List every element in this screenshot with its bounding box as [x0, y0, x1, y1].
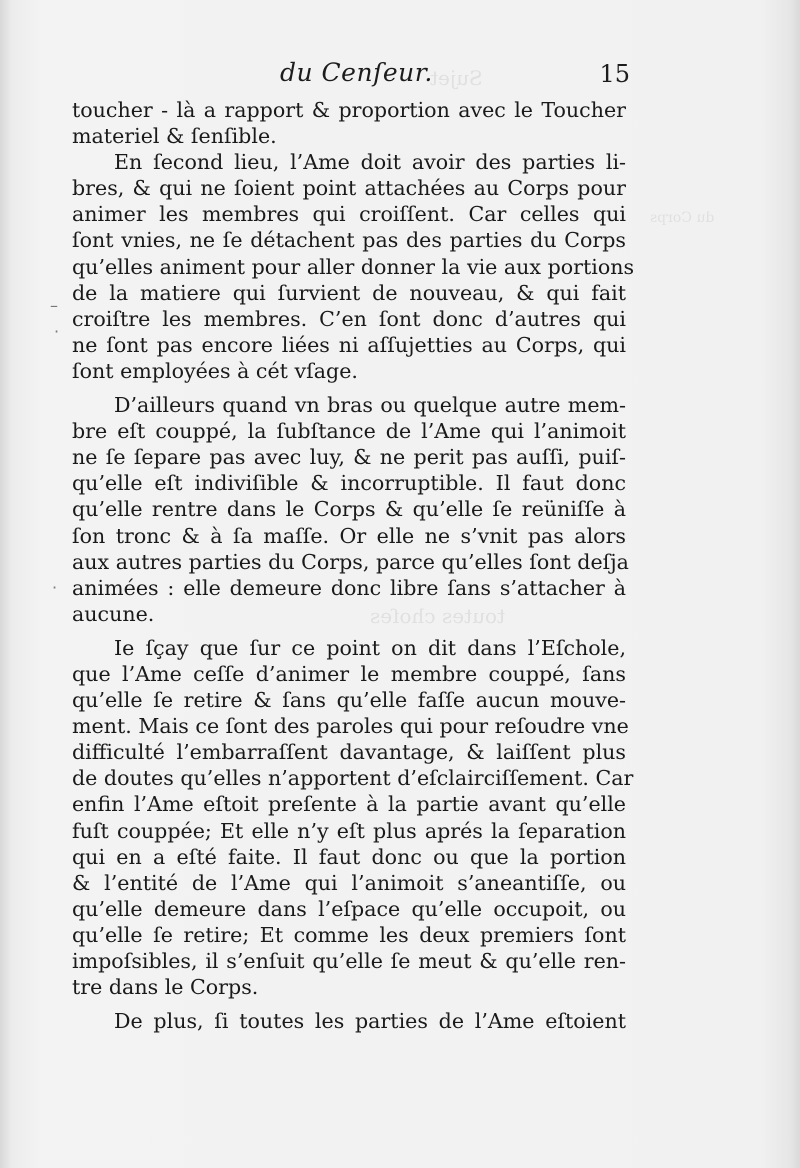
text-line: & l’entité de l’Ame qui l’animoit s’aneantiſſe, ou	[72, 870, 626, 895]
text-line: Ie ſçay que ſur ce point on dit dans l’Eſchole,	[114, 635, 626, 660]
text-line: qu’elle ſe retire; Et comme les deux premiers ſont	[72, 922, 626, 947]
text-line: tre dans le Corps.	[72, 975, 259, 1000]
text-line: ſont employées à cét vſage.	[72, 358, 358, 383]
text-line: ment. Mais ce ſont des paroles qui pour reſoudre vne	[72, 714, 629, 739]
show-through-ghost: toutes choſes	[370, 604, 506, 628]
text-line: animées : elle demeure donc libre ſans s’attacher à	[72, 575, 626, 600]
running-head: du Cenſeur.	[280, 58, 433, 87]
text-line: que l’Ame ceſſe d’animer le membre couppé, ſans	[72, 661, 626, 686]
margin-mark: ·	[52, 578, 58, 597]
text-line: de la matiere qui ſurvient de nouveau, & qui fait	[72, 280, 626, 305]
text-line: qui en a eſté faite. Il faut donc ou que la portion	[72, 844, 626, 869]
text-line: qu’elle rentre dans le Corps & qu’elle ſe reüniſſe à	[72, 497, 626, 522]
margin-mark: ·	[54, 322, 60, 341]
text-line: aux autres parties du Corps, parce qu’elles ſont deſja	[72, 549, 629, 574]
text-line: materiel & ſenſible.	[72, 124, 277, 149]
text-line: De plus, ſi toutes les parties de l’Ame eſtoient	[114, 1009, 626, 1034]
page-number: 15	[599, 60, 630, 88]
text-line: D’ailleurs quand vn bras ou quelque autre mem-	[114, 393, 626, 418]
text-line: de doutes qu’elles n’apportent d’eſclairciſſement. Car	[72, 766, 634, 791]
text-line: bres, & qui ne ſoient point attachées au Corps pour	[72, 176, 626, 201]
body-text	[72, 97, 635, 1034]
text-line: ne ſont pas encore liées ni aſſujetties au Corps, qui	[72, 332, 626, 357]
show-through-ghost: du Corps	[650, 210, 715, 226]
text-line: croiſtre les membres. C’en ſont donc d’autres qui	[72, 306, 626, 331]
page-header	[270, 58, 630, 98]
text-line: qu’elles animent pour aller donner la vie aux portions	[72, 254, 635, 279]
text-line: animer les membres qui croiſſent. Car celles qui	[72, 202, 626, 227]
text-line: ſont vnies, ne ſe détachent pas des parties du Corps	[72, 228, 626, 253]
text-line: qu’elle demeure dans l’eſpace qu’elle occupoit, ou	[72, 896, 626, 921]
text-line: fuſt couppée; Et elle n’y eſt plus aprés la ſeparation	[72, 818, 626, 843]
text-line: bre eſt couppé, la ſubſtance de l’Ame qui l’animoit	[72, 419, 626, 444]
text-line: toucher - là a rapport & proportion avec le Toucher	[72, 98, 626, 122]
text-line: ſon tronc & à ſa maſſe. Or elle ne s’vnit pas alors	[72, 523, 626, 548]
text-line: difficulté l’embarraſſent davantage, & laiſſent plus	[72, 740, 626, 765]
text-line: En ſecond lieu, l’Ame doit avoir des parties li-	[114, 150, 626, 175]
margin-mark: –	[50, 296, 58, 315]
show-through-ghost: Sujet	[430, 66, 483, 90]
text-line: qu’elle eſt indiviſible & incorruptible. Il faut donc	[72, 471, 626, 496]
text-line: ne ſe ſepare pas avec luy, & ne perit pas auſſi, puiſ-	[72, 445, 626, 470]
text-line: impoſsibles, il s’enſuit qu’elle ſe meut & qu’elle ren-	[72, 949, 626, 973]
text-line: aucune.	[72, 601, 155, 626]
text-line: qu’elle ſe retire & ſans qu’elle faſſe aucun mouve-	[72, 688, 626, 713]
text-line: enfin l’Ame eſtoit preſente à la partie avant qu’elle	[72, 792, 626, 817]
